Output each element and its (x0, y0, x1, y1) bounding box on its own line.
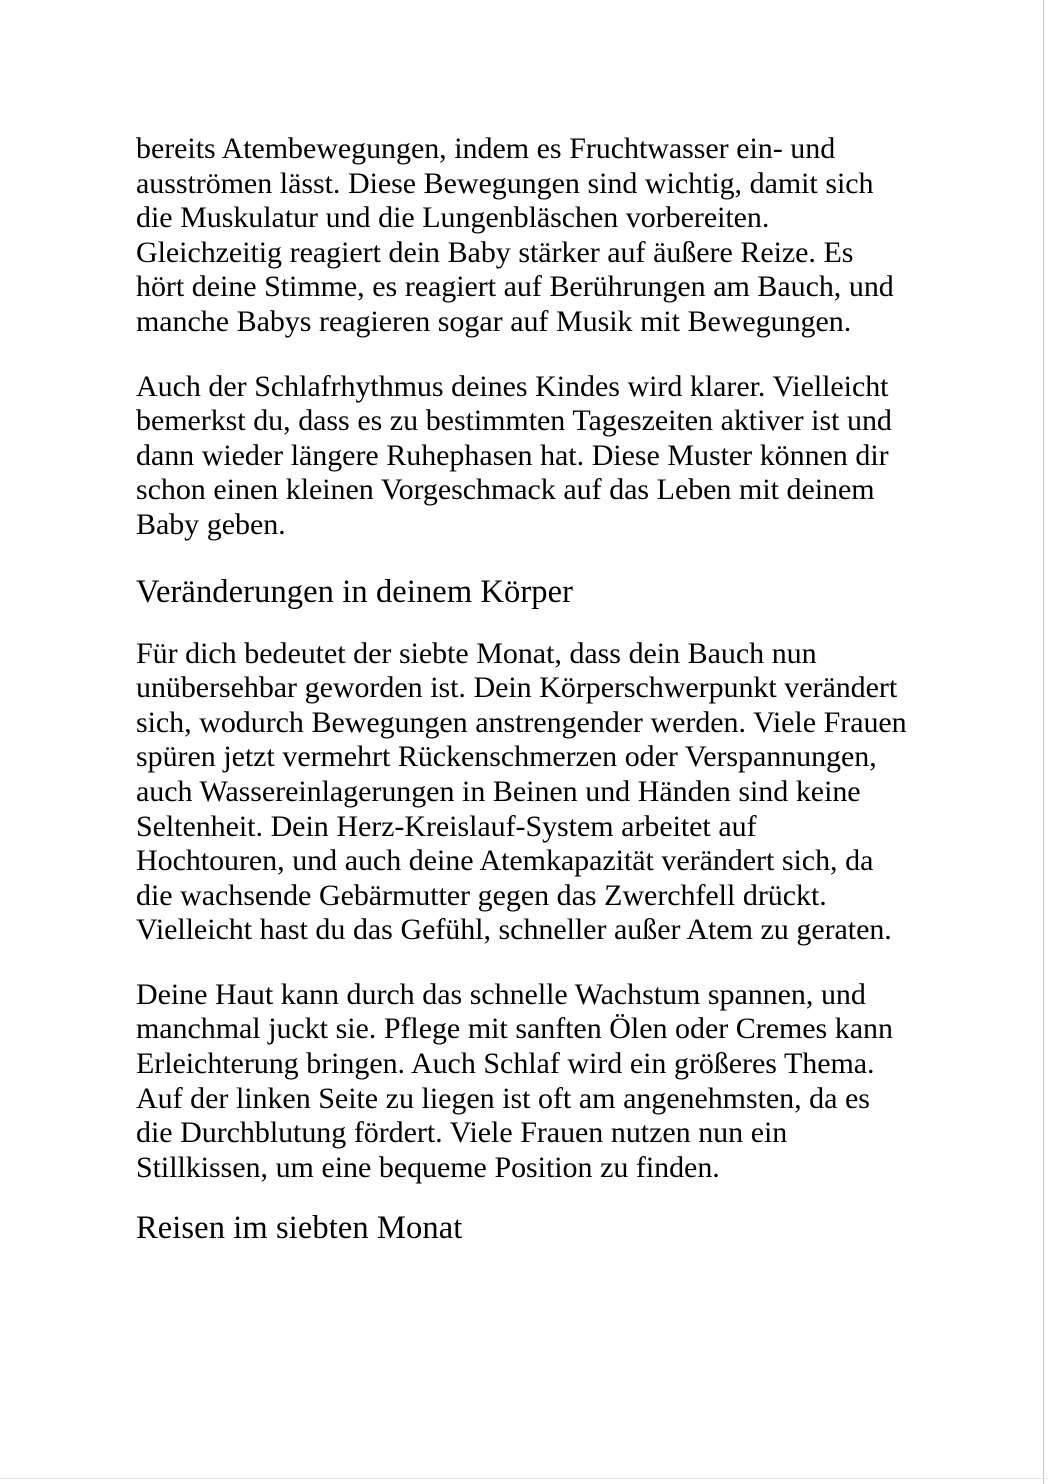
heading-reisen-im-siebten-monat: Reisen im siebten Monat (136, 1210, 463, 1247)
document-text-column (136, 132, 908, 1247)
paragraph-siebter-monat: Für dich bedeutet der siebte Monat, dass dein Bauch nun unübersehbar geworden ist. Dein Körperschwerpunkt verändert sich, wodurch Bewegungen anstrengender werden. Viele Frauen spüren jetzt vermehrt Rückenschmerzen oder Verspannungen, auch Wassereinlagerungen in Beinen und Händen sind keine Seltenheit. Dein Herz-Kreislauf-System arbeitet auf Hochtouren, und auch deine Atemkapazität verändert sich, da die wachsende Gebärmutter gegen das Zwerchfell drückt. Vielleicht hast du das Gefühl, schneller außer Atem zu geraten. (136, 636, 907, 947)
page-edge-bottom (0, 1478, 1048, 1479)
paragraph-haut-und-schlaf: Deine Haut kann durch das schnelle Wachstum spannen, und manchmal juckt sie. Pflege mit sanften Ölen oder Cremes kann Erleichterung bringen. Auch Schlaf wird ein größeres Thema. Auf der linken Seite zu liegen ist oft am angenehmsten, da es die Durchblutung fördert. Viele Frauen nutzen nun ein Stillkissen, um eine bequeme Position zu finden. (136, 977, 893, 1184)
paragraph-schlafrhythmus: Auch der Schlafrhythmus deines Kindes wird klarer. Vielleicht bemerkst du, dass es zu bestimmten Tageszeiten aktiver ist und dann wieder längere Ruhephasen hat. Diese Muster können dir schon einen kleinen Vorgeschmack auf das Leben mit deinem Baby geben. (136, 369, 892, 541)
page-edge-right (1043, 0, 1044, 1484)
heading-veraenderungen-in-deinem-koerper: Veränderungen in deinem Körper (136, 573, 574, 610)
paragraph-atembewegungen: bereits Atembewegungen, indem es Fruchtwasser ein- und ausströmen lässt. Diese Bewegungen sind wichtig, damit sich die Muskulatur und die Lungenbläschen vorbereiten. Gleichzeitig reagiert dein Baby stärker auf äußere Reize. Es hört deine Stimme, es reagiert auf Berührungen am Bauch, und manche Babys reagieren sogar auf Musik mit Bewegungen. (136, 132, 894, 338)
